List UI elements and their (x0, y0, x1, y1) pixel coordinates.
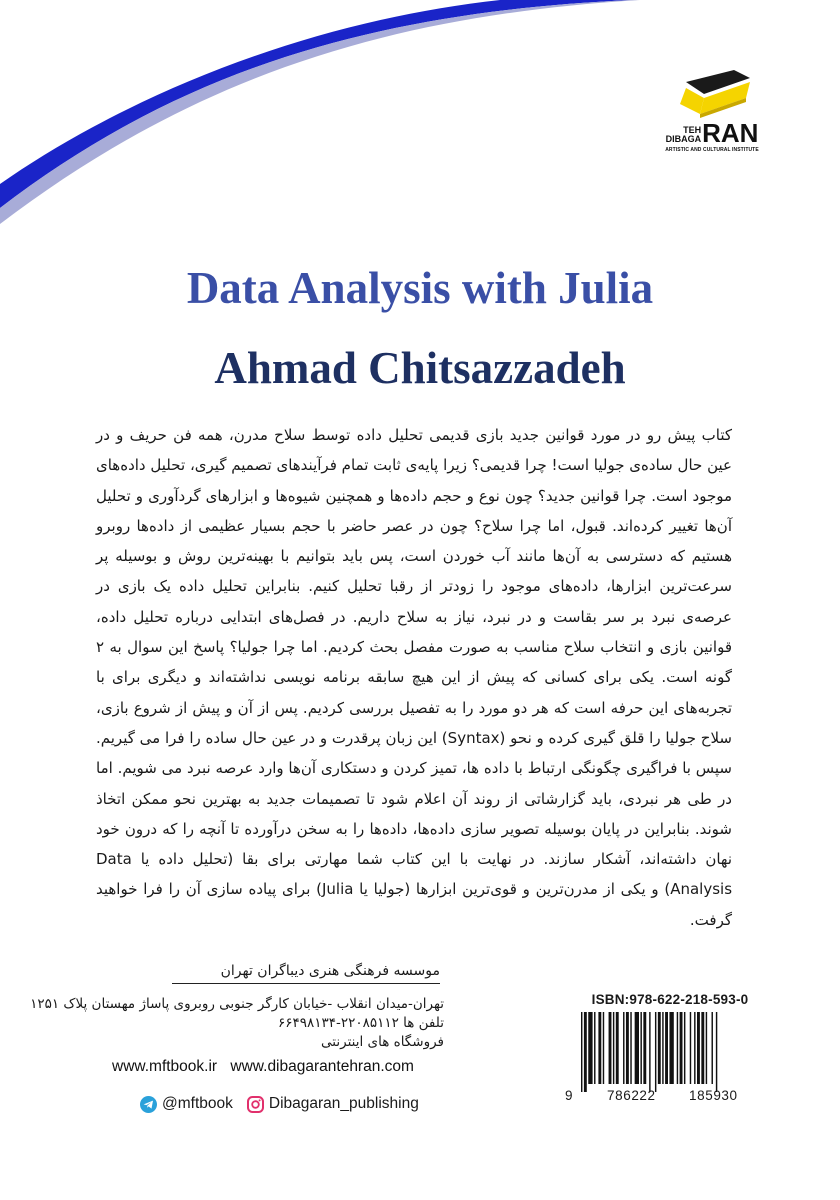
publisher-logo-subtitle: ARTISTIC AND CULTURAL INSTITUTE (665, 147, 759, 153)
social-handles (140, 1095, 419, 1113)
instagram-handle: Dibagaran_publishing (268, 1095, 419, 1112)
publisher-logo-wordmark (664, 118, 760, 148)
barcode-icon (579, 1012, 767, 1092)
publisher-logo (664, 48, 760, 160)
barcode-right-digits: 185930 (689, 1088, 738, 1103)
book-description: کتاب پیش رو در مورد قوانین جدید بازی قدیمی تحلیل داده توسط سلاح مدرن، همه فن حریف و در عین حال ساده‌ی جولیا است! چرا قدیمی؟ زیرا پایه‌ی ثابت تمام فرآیندهای تصمیم گیری، تحلیل داده‌های موجود است. چرا قوانین جدید؟ چون نوع و حجم داده‌ها و همچنین شیوه‌ها و ابزارهای گردآوری و تحلیل آن‌ها تغییر کرده‌اند. قبول، اما چرا سلاح؟ چون در عصر حاضر با حجم بسیار عظیمی از داده‌ها روبرو هستیم که دسترسی به آن‌ها مانند آب خوردن است، پس باید بتوانیم با بهینه‌ترین روش و بوسیله پر سرعت‌ترین ابزارها، داده‌های موجود را زودتر از رقبا تحلیل کنیم. بنابراین تحلیل داده یک بازی در عرصه‌ی نبرد بر سر بقاست و در نبرد، نیاز به سلاح داریم. در فصل‌های ابتدایی درباره تحلیل داده، قوانین بازی و انتخاب سلاح مناسب به صورت مفصل بحث کردیم. اما چرا جولیا؟ پاسخ این سوال به ۲ گونه است. یکی برای کسانی که پیش از این هیچ سابقه برنامه نویسی نداشته‌اند و دیگری برای با تجربه‌های این حرفه است که هر دو مورد را به تفصیل بررسی کردیم. پس از آن و پیش از شروع بازی، سلاح جولیا را قلق گیری کرده و نحو (Syntax) این زبان پرقدرت و در عین حال ساده را فرا می گیریم. سپس با فراگیری چگونگی ارتباط با داده ها، تمیز کردن و دستکاری آن‌ها وارد عرصه نبرد می شویم. اما در طی هر نبردی، باید گزارشاتی از روند آن اعلام شود تا تصمیمات جدید به بهترین نحو ممکن اتخاذ شوند. بنابراین در پایان بوسیله تصویر سازی داده‌ها، داده‌ها را به سخن درآورده تا آنچه را که درون خود نهان داشته‌اند، آشکار سازند. در نهایت با این کتاب شما مهارتی برای بقا (تحلیل داده یا Data Analysis) و یکی از مدرن‌ترین و قوی‌ترین ابزارها (جولیا یا Julia) برای پیاده سازی آن را فرا خواهید گرفت. (96, 426, 733, 929)
publisher-logo-small-top: TEH (683, 125, 702, 135)
instagram-link[interactable] (247, 1095, 419, 1113)
publisher-name: موسسه فرهنگی هنری دیباگران تهران (172, 963, 440, 984)
online-stores-label: فروشگاه های اینترنتی (321, 1034, 444, 1050)
book-title: Data Analysis with Julia (186, 263, 654, 313)
book-author: Ahmad Chitsazzadeh (214, 343, 626, 393)
publisher-address: تهران-میدان انقلاب -خیابان کارگر جنوبی روبروی پاساژ مهستان پلاک ۱۲۵۱ (30, 996, 444, 1012)
barcode-lead-digit: 9 (565, 1088, 574, 1103)
telegram-icon (140, 1096, 157, 1113)
website-link-mftbook[interactable]: www.mftbook.ir (112, 1058, 218, 1075)
barcode-left-digits: 786222 (607, 1088, 656, 1103)
publisher-contact (30, 995, 444, 1052)
website-link-dibagaran[interactable]: www.dibagarantehran.com (230, 1058, 414, 1075)
publisher-logo-icon (664, 48, 760, 124)
websites (112, 1058, 423, 1076)
publisher-logo-big-text: RAN (702, 118, 759, 148)
telegram-handle: @mftbook (162, 1095, 233, 1112)
telegram-link[interactable] (140, 1095, 233, 1113)
isbn-barcode-block (565, 992, 775, 1114)
instagram-icon (247, 1096, 264, 1113)
publisher-logo-small-text (666, 126, 702, 144)
isbn-label: ISBN:978-622-218-593-0 (591, 992, 749, 1007)
publisher-phones: تلفن ها ۲۲۰۸۵۱۱۲-۶۶۴۹۸۱۳۴ (277, 1015, 444, 1031)
publisher-logo-small-bottom: DIBAGA (665, 134, 702, 144)
